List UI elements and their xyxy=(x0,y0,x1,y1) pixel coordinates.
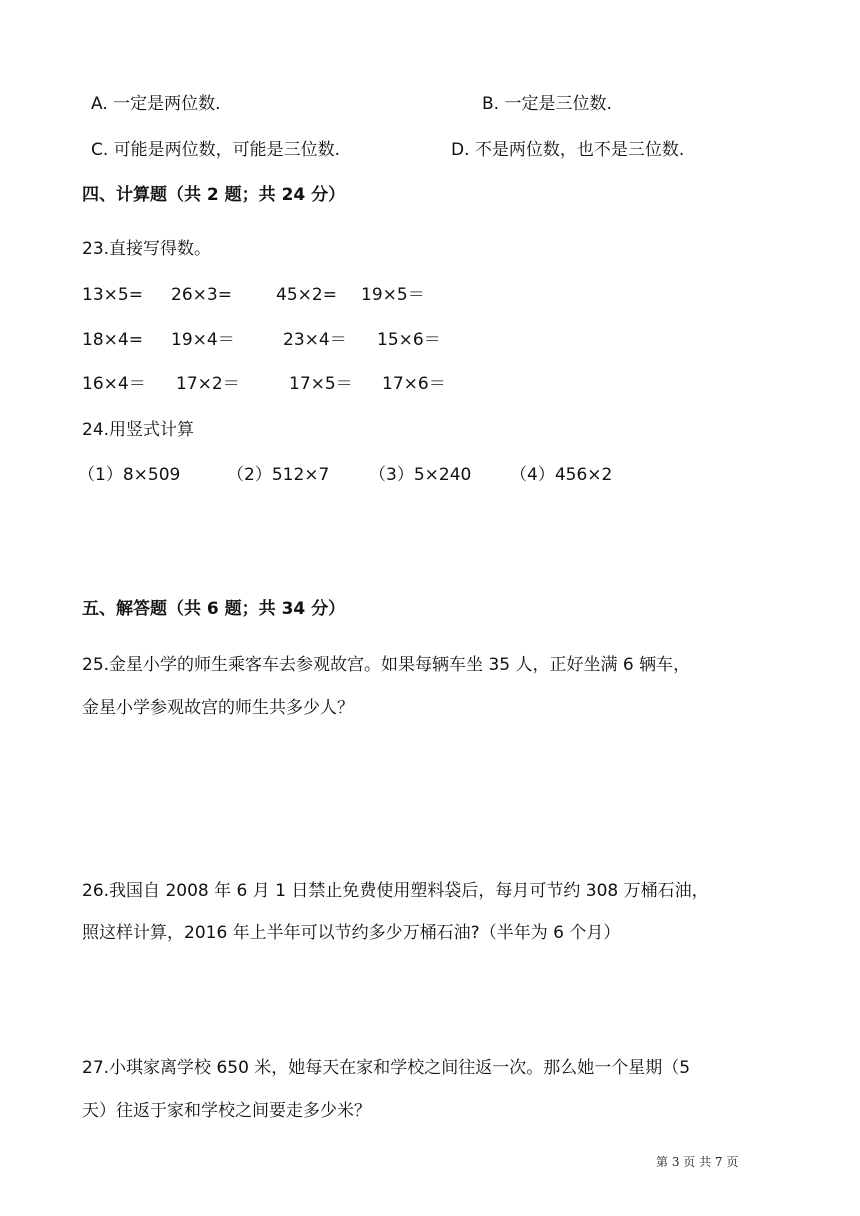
vertical-calc-item: （2）512×7 xyxy=(227,465,330,485)
calc-item: 17×6＝ xyxy=(382,374,446,394)
calc-item: 19×4＝ xyxy=(171,330,235,350)
calc-item: 13×5= xyxy=(82,285,143,305)
vertical-calc-item: （3）5×240 xyxy=(369,465,472,485)
vertical-calc-item: （1）8×509 xyxy=(78,465,181,485)
option-c: C. 可能是两位数，可能是三位数. xyxy=(91,140,341,160)
calc-item: 17×2＝ xyxy=(176,374,240,394)
option-a: A. 一定是两位数. xyxy=(91,94,221,114)
option-b: B. 一定是三位数. xyxy=(482,94,612,114)
section-5-title: 五、解答题（共 6 题；共 34 分） xyxy=(82,599,346,619)
question-26-line-2: 照这样计算，2016 年上半年可以节约多少万桶石油?（半年为 6 个月） xyxy=(82,923,621,943)
question-24-title: 24.用竖式计算 xyxy=(82,420,195,440)
question-27-line-2: 天）往返于家和学校之间要走多少米？ xyxy=(82,1101,371,1121)
calc-item: 15×6＝ xyxy=(377,330,441,350)
calc-item: 23×4＝ xyxy=(283,330,347,350)
calc-item: 45×2= xyxy=(276,285,337,305)
vertical-calc-item: （4）456×2 xyxy=(510,465,613,485)
page-footer: 第 3 页 共 7 页 xyxy=(656,1155,739,1169)
question-25-line-2: 金星小学参观故宫的师生共多少人？ xyxy=(82,698,354,718)
calc-item: 17×5＝ xyxy=(289,374,353,394)
question-26-line-1: 26.我国自 2008 年 6 月 1 日禁止免费使用塑料袋后，每月可节约 308 万桶石油， xyxy=(82,881,709,901)
calc-item: 18×4= xyxy=(82,330,143,350)
calc-item: 26×3= xyxy=(171,285,232,305)
option-d: D. 不是两位数，也不是三位数. xyxy=(451,140,685,160)
section-4-title: 四、计算题（共 2 题；共 24 分） xyxy=(82,185,346,205)
question-23-title: 23.直接写得数。 xyxy=(82,239,212,259)
calc-item: 16×4＝ xyxy=(82,374,146,394)
question-27-line-1: 27.小琪家离学校 650 米，她每天在家和学校之间往返一次。那么她一个星期（5 xyxy=(82,1058,691,1078)
question-25-line-1: 25.金星小学的师生乘客车去参观故宫。如果每辆车坐 35 人，正好坐满 6 辆车， xyxy=(82,655,691,675)
calc-item: 19×5＝ xyxy=(361,285,425,305)
